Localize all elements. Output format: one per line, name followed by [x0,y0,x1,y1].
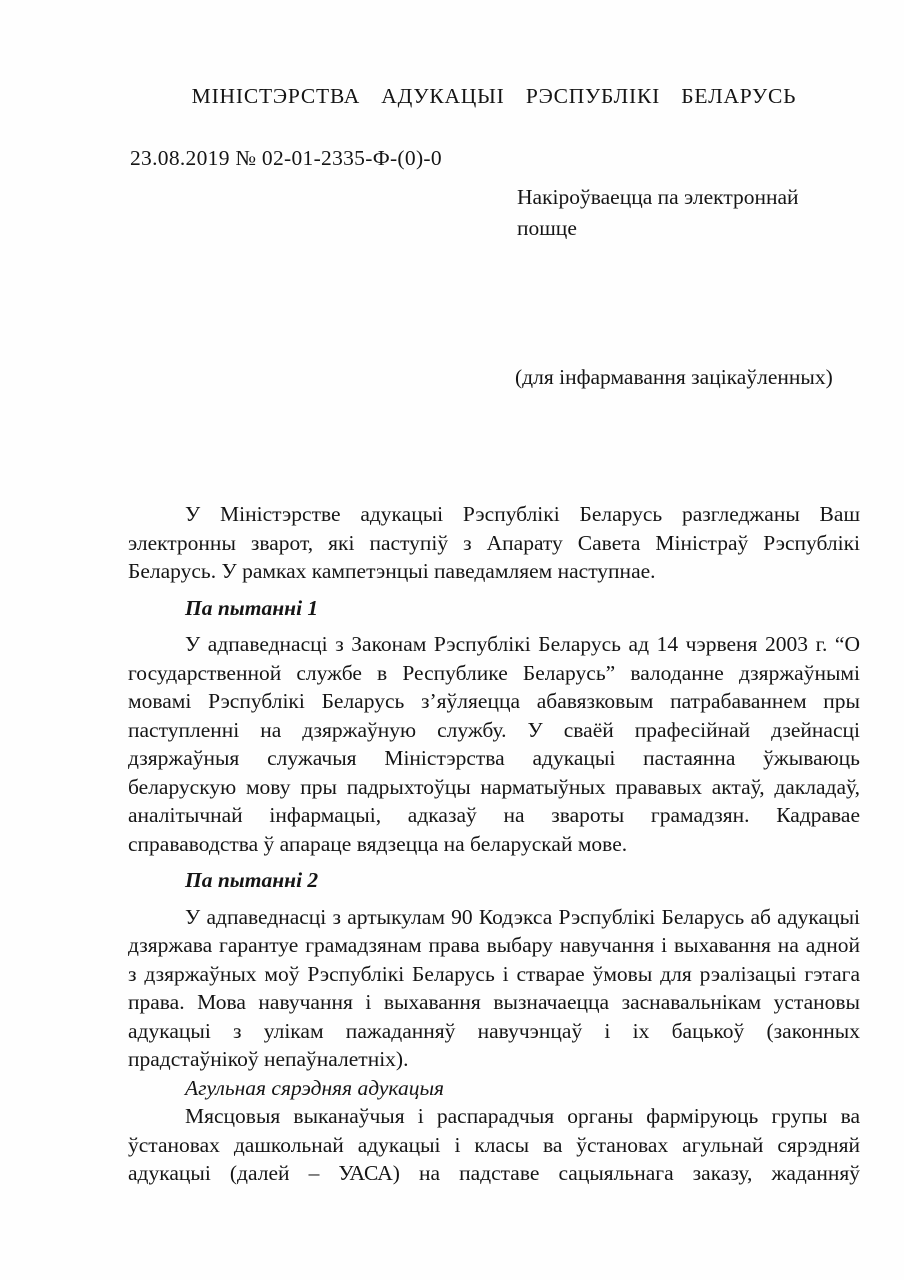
intro-paragraph: У Міністэрстве адукацыі Рэспублікі Беларусь разгледжаны Ваш электронны зварот, які паступіў з Апарату Савета Міністраў Рэспублікі Беларусь. У рамках кампетэнцыі паведамляем наступнае. [128,502,860,583]
question-1-heading: Па пытанні 1 [185,595,319,620]
question-1-paragraph: У адпаведнасці з Законам Рэспублікі Беларусь ад 14 чэрвеня 2003 г. “О государственной службе в Республике Беларусь” валоданне дзяржаўнымі мовамі Рэспублікі Беларусь з’яўляецца абавязковым патрабаваннем пры паступленні на дзяржаўную службу. У сваёй прафесійнай дзейнасці дзяржаўныя служачыя Міністэрства адукацыі пастаянна ўжываюць беларускую мову пры падрыхтоўцы нарматыўных прававых актаў, дакладаў, аналітычнай інфармацыі, адказаў на звароты грамадзян. Кадравае справаводства ў апараце вядзецца на беларускай мове. [128,632,860,856]
delivery-method-note: Накіроўваецца па электроннай пошце [517,185,799,240]
general-secondary-education-paragraph: Мясцовыя выканаўчыя і распарадчыя органы фарміруюць групы ва ўстановах дашкольнай адукацыі і класы ва ўстановах агульнай сярэдняй адукацыі (далей – УАСА) на падставе сацыяльнага заказу, жаданняў [128,1104,860,1185]
letter-body [128,500,860,1188]
audience-note: (для інфармавання зацікаўленных) [515,365,833,389]
date-number-line: 23.08.2019 № 02-01-2335-Ф-(0)-0 [130,146,442,170]
ministry-title: МІНІСТЭРСТВА АДУКАЦЫІ РЭСПУБЛІКІ БЕЛАРУСЬ [191,84,797,108]
question-2-paragraph: У адпаведнасці з артыкулам 90 Кодэкса Рэспублікі Беларусь аб адукацыі дзяржава гарантуе грамадзянам права выбару навучання і выхавання на адной з дзяржаўных моў Рэспублікі Беларусь і стварае ўмовы для рэалізацыі гэтага права. Мова навучання і выхавання вызначаецца заснавальнікам установы адукацыі з улікам пажаданняў навучэнцаў і іх бацькоў (законных прадстаўнікоў непаўналетніх). [128,904,860,1071]
question-2-heading: Па пытанні 2 [185,868,319,892]
general-secondary-education-subheading: Агульная сярэдняя адукацыя [185,1075,444,1100]
